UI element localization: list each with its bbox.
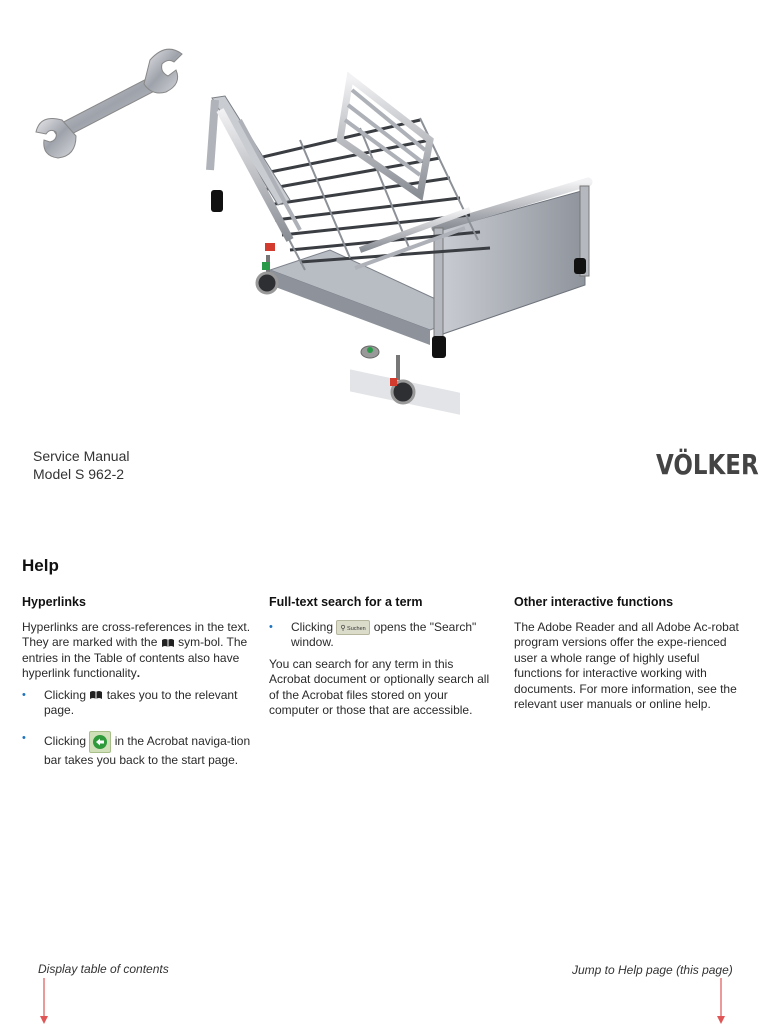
doc-title-line2: Model S 962-2 (33, 466, 125, 482)
document-title (33, 447, 130, 483)
book-icon[interactable] (89, 690, 103, 700)
section-title: Other interactive functions (514, 595, 674, 609)
list-item: • Clicking in the Acrobat naviga-tion bar takes you back to the start page. (22, 731, 251, 767)
list-item: • Clicking takes you to the relevant page. (22, 687, 238, 717)
help-hint-label: Jump to Help page (this page) (572, 963, 733, 977)
section-title: Hyperlinks (22, 595, 86, 609)
home-button-icon[interactable] (89, 731, 111, 753)
hyperlinks-intro: Hyperlinks are cross-references in the text. They are marked with the sym-bol. The entries in the Table of contents also have hyperlink functionality. (22, 619, 251, 680)
page-title: Help (22, 556, 59, 575)
other-functions-section (514, 595, 744, 719)
search-section (269, 595, 494, 725)
bullet-icon: • (22, 688, 26, 701)
arrow-down-icon[interactable] (715, 978, 727, 1026)
list-item: • Clicking ⚲ Suchen opens the "Search" window. (269, 619, 477, 649)
toc-hint-label: Display table of contents (38, 962, 169, 976)
brand-logo: VÖLKER (656, 448, 759, 481)
bullet-icon: • (269, 620, 273, 633)
caster-wheel (257, 255, 277, 293)
book-icon (161, 638, 175, 648)
wrench-icon (36, 49, 182, 158)
search-body: You can search for any term in this Acrobat document or optionally search all of the Acrobat files stored on your computer or those that are accessible. (269, 656, 490, 717)
hospital-bed-image (210, 78, 589, 415)
bullet-icon: • (22, 731, 26, 744)
hyperlinks-section (22, 595, 254, 780)
section-title: Full-text search for a term (269, 595, 423, 609)
doc-title-line1: Service Manual (33, 448, 130, 464)
other-body: The Adobe Reader and all Adobe Ac-robat program versions offer the expe-rienced user a whole range of highly useful functions for interactive working with documents. For more information, see the relevant user manuals or online help. (514, 619, 739, 711)
arrow-down-icon[interactable] (38, 978, 50, 1026)
hero-illustration (0, 0, 768, 430)
search-button[interactable]: ⚲ Suchen (336, 620, 370, 635)
binoculars-icon: ⚲ (340, 624, 346, 632)
